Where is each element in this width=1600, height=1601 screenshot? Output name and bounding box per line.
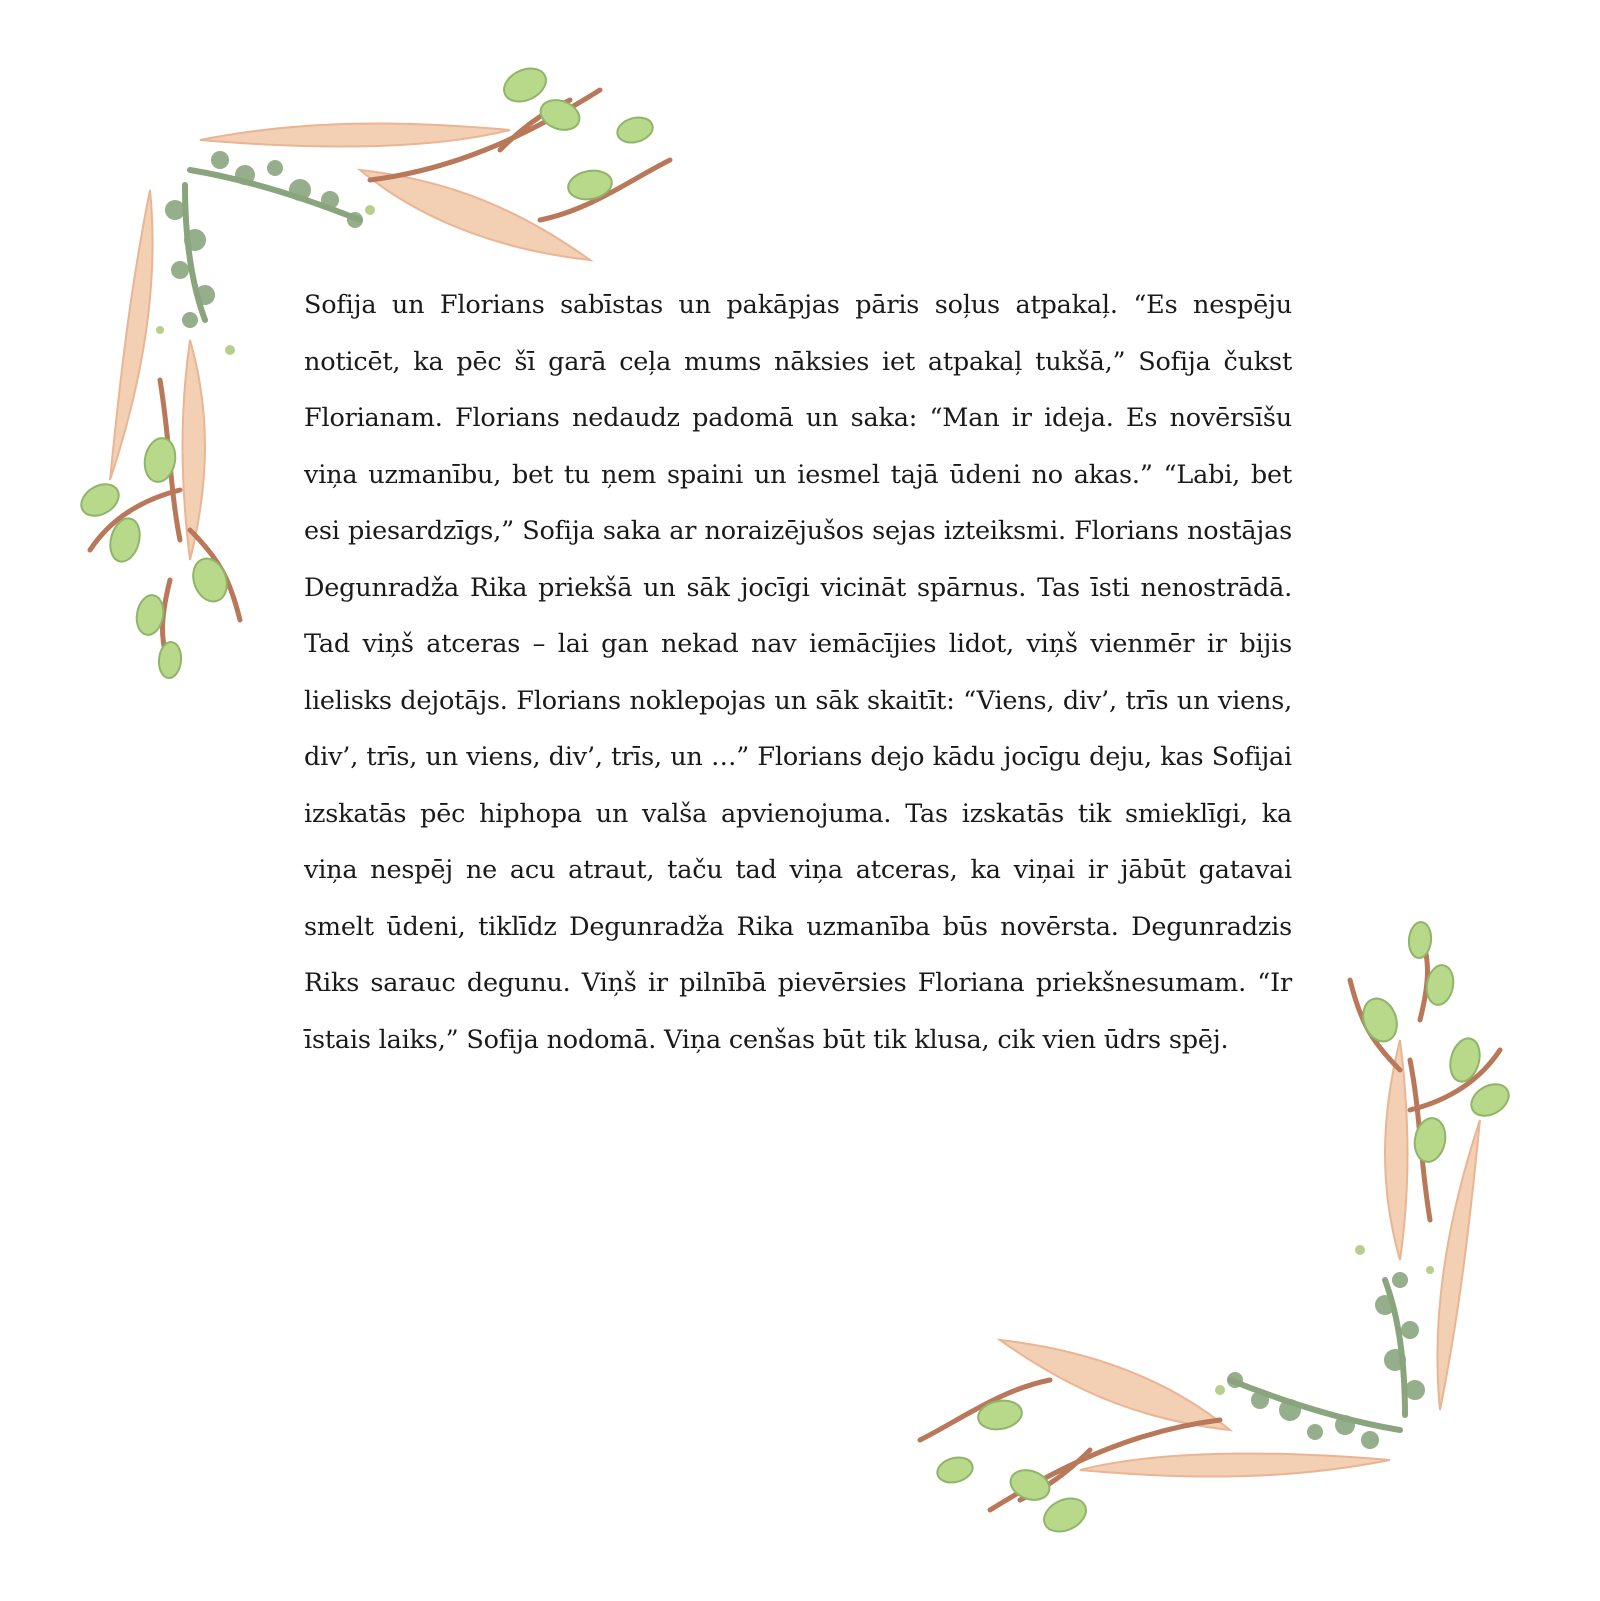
story-paragraph: Sofija un Florians sabīstas un pakāpjas pāris soļus atpakaļ. “Es nespēju noticēt, ka pēc šī garā ceļa mums nāksies iet atpakaļ tukšā,” Sofija čukst Florianam. Florians nedaudz padomā un saka: “Man ir ideja. Es novērsīšu viņa uzmanību, bet tu ņem spaini un iesmel tajā ūdeni no akas.” “Labi, bet esi piesardzīgs,” Sofija saka ar noraizējušos sejas izteiksmi. Florians nostājas Degunradža Rika priekšā un sāk jocīgi vicināt spārnus. Tas īsti nenostrādā. Tad viņš atceras – lai gan nekad nav iemācījies lidot, viņš vienmēr ir bijis lielisks dejotājs. Florians noklepojas un sāk skaitīt: “Viens, div’, trīs un viens, div’, trīs, un viens, div’, trīs, un …” Florians dejo kādu jocīgu deju, kas Sofijai izskatās pēc hiphopa un valša apvienojuma. Tas izskatās tik smieklīgi, ka viņa nespēj ne acu atraut, taču tad viņa atceras, ka viņai ir jābūt gatavai smelt ūdeni, tiklīdz Degunradža Rika uzmanība būs novērsta. Degunradzis Riks sarauc degunu. Viņš ir pilnībā pievērsies Floriana priekšnesumam. “Ir īstais laiks,” Sofija nodomā. Viņa cenšas būt tik klusa, cik vien ūdrs spēj. bbox=[304, 290, 1292, 1055]
